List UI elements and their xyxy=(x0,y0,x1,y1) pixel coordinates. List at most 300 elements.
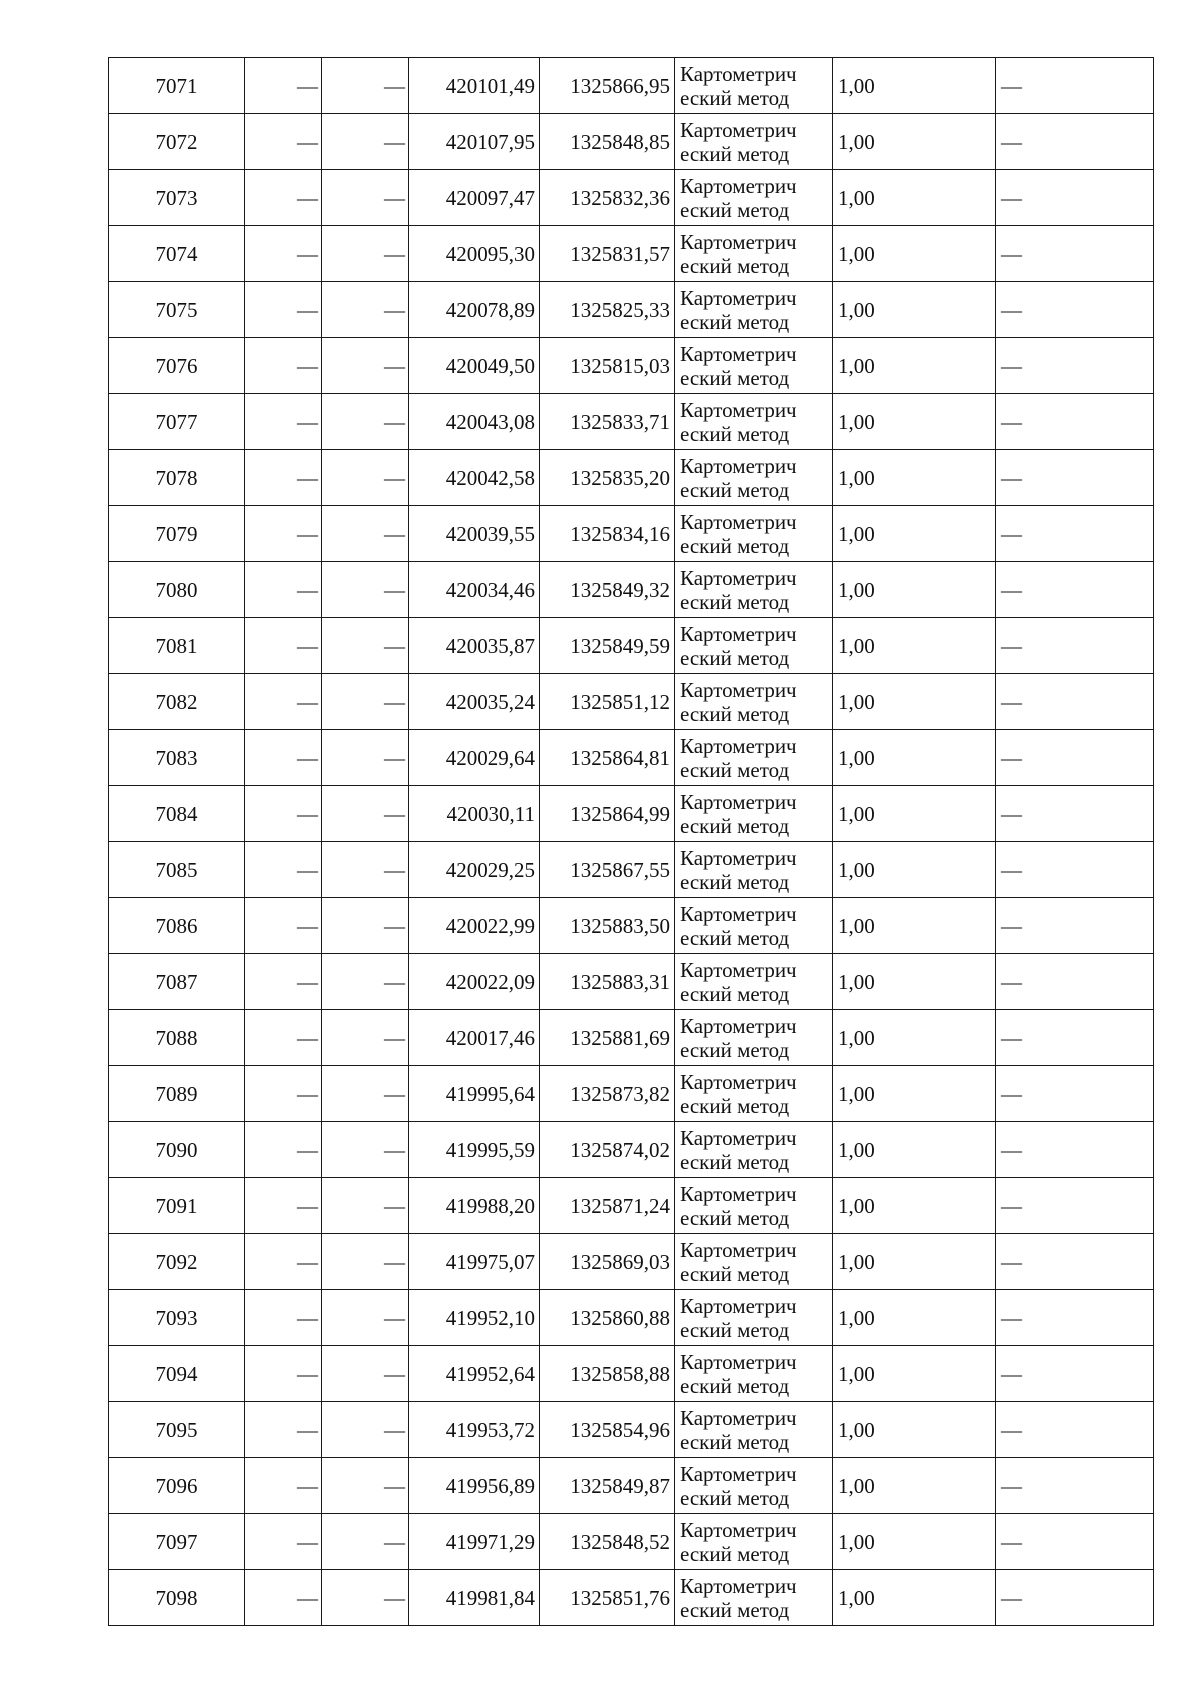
column-2-cell: — xyxy=(245,618,322,674)
accuracy-cell: 1,00 xyxy=(833,58,996,114)
column-3-cell: — xyxy=(322,1178,409,1234)
y-coordinate-cell: 1325867,55 xyxy=(540,842,675,898)
y-coordinate-cell: 1325874,02 xyxy=(540,1122,675,1178)
x-coordinate-cell: 420095,30 xyxy=(409,226,540,282)
y-coordinate-cell: 1325848,52 xyxy=(540,1514,675,1570)
table-row xyxy=(109,1290,1154,1346)
column-9-cell: — xyxy=(996,506,1154,562)
y-coordinate-cell: 1325873,82 xyxy=(540,1066,675,1122)
accuracy-cell: 1,00 xyxy=(833,506,996,562)
column-2-cell: — xyxy=(245,226,322,282)
column-2-cell: — xyxy=(245,58,322,114)
accuracy-cell: 1,00 xyxy=(833,898,996,954)
column-3-cell: — xyxy=(322,898,409,954)
point-number-cell: 7093 xyxy=(109,1290,245,1346)
y-coordinate-cell: 1325834,16 xyxy=(540,506,675,562)
method-line-1: Картометрич xyxy=(680,397,797,422)
method-line-1: Картометрич xyxy=(680,1069,797,1094)
method-cell xyxy=(675,562,833,618)
column-2-cell: — xyxy=(245,562,322,618)
x-coordinate-cell: 419971,29 xyxy=(409,1514,540,1570)
column-9-cell: — xyxy=(996,618,1154,674)
method-line-1: Картометрич xyxy=(680,901,797,926)
column-9-cell: — xyxy=(996,1458,1154,1514)
column-3-cell: — xyxy=(322,842,409,898)
method-line-1: Картометрич xyxy=(680,1013,797,1038)
method-cell xyxy=(675,1122,833,1178)
method-line-1: Картометрич xyxy=(680,509,797,534)
method-cell xyxy=(675,674,833,730)
method-cell xyxy=(675,1234,833,1290)
table-row xyxy=(109,786,1154,842)
coordinates-table xyxy=(108,57,1154,1626)
point-number-cell: 7079 xyxy=(109,506,245,562)
method-line-2: еский метод xyxy=(680,477,790,502)
x-coordinate-cell: 419953,72 xyxy=(409,1402,540,1458)
column-2-cell: — xyxy=(245,394,322,450)
table-row xyxy=(109,282,1154,338)
point-number-cell: 7072 xyxy=(109,114,245,170)
column-9-cell: — xyxy=(996,394,1154,450)
method-line-1: Картометрич xyxy=(680,845,797,870)
method-line-2: еский метод xyxy=(680,1261,790,1286)
column-3-cell: — xyxy=(322,338,409,394)
table-row xyxy=(109,730,1154,786)
y-coordinate-cell: 1325835,20 xyxy=(540,450,675,506)
column-3-cell: — xyxy=(322,730,409,786)
method-cell xyxy=(675,1458,833,1514)
y-coordinate-cell: 1325849,32 xyxy=(540,562,675,618)
x-coordinate-cell: 420022,09 xyxy=(409,954,540,1010)
point-number-cell: 7082 xyxy=(109,674,245,730)
x-coordinate-cell: 420029,25 xyxy=(409,842,540,898)
accuracy-cell: 1,00 xyxy=(833,1458,996,1514)
point-number-cell: 7095 xyxy=(109,1402,245,1458)
x-coordinate-cell: 420034,46 xyxy=(409,562,540,618)
column-3-cell: — xyxy=(322,1570,409,1626)
y-coordinate-cell: 1325833,71 xyxy=(540,394,675,450)
y-coordinate-cell: 1325849,87 xyxy=(540,1458,675,1514)
accuracy-cell: 1,00 xyxy=(833,842,996,898)
column-2-cell: — xyxy=(245,450,322,506)
method-line-1: Картометрич xyxy=(680,1349,797,1374)
accuracy-cell: 1,00 xyxy=(833,954,996,1010)
method-line-2: еский метод xyxy=(680,645,790,670)
method-line-1: Картометрич xyxy=(680,341,797,366)
method-cell xyxy=(675,786,833,842)
accuracy-cell: 1,00 xyxy=(833,394,996,450)
y-coordinate-cell: 1325825,33 xyxy=(540,282,675,338)
table-row xyxy=(109,954,1154,1010)
accuracy-cell: 1,00 xyxy=(833,618,996,674)
column-2-cell: — xyxy=(245,674,322,730)
column-3-cell: — xyxy=(322,954,409,1010)
method-line-1: Картометрич xyxy=(680,1573,797,1598)
column-2-cell: — xyxy=(245,1290,322,1346)
column-9-cell: — xyxy=(996,1514,1154,1570)
column-3-cell: — xyxy=(322,226,409,282)
column-3-cell: — xyxy=(322,786,409,842)
column-3-cell: — xyxy=(322,562,409,618)
x-coordinate-cell: 420097,47 xyxy=(409,170,540,226)
column-9-cell: — xyxy=(996,226,1154,282)
y-coordinate-cell: 1325851,12 xyxy=(540,674,675,730)
method-line-1: Картометрич xyxy=(680,733,797,758)
accuracy-cell: 1,00 xyxy=(833,1122,996,1178)
method-line-2: еский метод xyxy=(680,1149,790,1174)
column-2-cell: — xyxy=(245,898,322,954)
method-line-2: еский метод xyxy=(680,701,790,726)
y-coordinate-cell: 1325881,69 xyxy=(540,1010,675,1066)
method-cell xyxy=(675,842,833,898)
x-coordinate-cell: 420030,11 xyxy=(409,786,540,842)
point-number-cell: 7080 xyxy=(109,562,245,618)
point-number-cell: 7094 xyxy=(109,1346,245,1402)
accuracy-cell: 1,00 xyxy=(833,226,996,282)
column-9-cell: — xyxy=(996,1066,1154,1122)
y-coordinate-cell: 1325858,88 xyxy=(540,1346,675,1402)
column-9-cell: — xyxy=(996,1402,1154,1458)
column-2-cell: — xyxy=(245,282,322,338)
method-line-1: Картометрич xyxy=(680,789,797,814)
method-line-2: еский метод xyxy=(680,1541,790,1566)
point-number-cell: 7090 xyxy=(109,1122,245,1178)
column-2-cell: — xyxy=(245,338,322,394)
column-3-cell: — xyxy=(322,1346,409,1402)
method-line-1: Картометрич xyxy=(680,117,797,142)
table-body xyxy=(109,58,1154,1626)
column-9-cell: — xyxy=(996,842,1154,898)
method-line-1: Картометрич xyxy=(680,453,797,478)
method-line-2: еский метод xyxy=(680,981,790,1006)
y-coordinate-cell: 1325866,95 xyxy=(540,58,675,114)
accuracy-cell: 1,00 xyxy=(833,338,996,394)
x-coordinate-cell: 419995,64 xyxy=(409,1066,540,1122)
accuracy-cell: 1,00 xyxy=(833,1290,996,1346)
table-row xyxy=(109,170,1154,226)
method-line-2: еский метод xyxy=(680,1485,790,1510)
method-line-1: Картометрич xyxy=(680,565,797,590)
column-3-cell: — xyxy=(322,1514,409,1570)
method-line-2: еский метод xyxy=(680,197,790,222)
method-line-2: еский метод xyxy=(680,253,790,278)
method-line-2: еский метод xyxy=(680,589,790,614)
x-coordinate-cell: 420049,50 xyxy=(409,338,540,394)
method-line-1: Картометрич xyxy=(680,957,797,982)
x-coordinate-cell: 420078,89 xyxy=(409,282,540,338)
method-cell xyxy=(675,282,833,338)
x-coordinate-cell: 420029,64 xyxy=(409,730,540,786)
method-cell xyxy=(675,394,833,450)
point-number-cell: 7089 xyxy=(109,1066,245,1122)
method-cell xyxy=(675,170,833,226)
column-9-cell: — xyxy=(996,1570,1154,1626)
method-cell xyxy=(675,1346,833,1402)
accuracy-cell: 1,00 xyxy=(833,1402,996,1458)
column-9-cell: — xyxy=(996,1010,1154,1066)
y-coordinate-cell: 1325832,36 xyxy=(540,170,675,226)
column-9-cell: — xyxy=(996,58,1154,114)
method-cell xyxy=(675,450,833,506)
column-3-cell: — xyxy=(322,114,409,170)
method-line-2: еский метод xyxy=(680,925,790,950)
method-line-1: Картометрич xyxy=(680,1181,797,1206)
point-number-cell: 7091 xyxy=(109,1178,245,1234)
table-row xyxy=(109,226,1154,282)
method-line-2: еский метод xyxy=(680,141,790,166)
column-2-cell: — xyxy=(245,1122,322,1178)
point-number-cell: 7077 xyxy=(109,394,245,450)
accuracy-cell: 1,00 xyxy=(833,1178,996,1234)
method-line-2: еский метод xyxy=(680,813,790,838)
table-row xyxy=(109,562,1154,618)
point-number-cell: 7088 xyxy=(109,1010,245,1066)
point-number-cell: 7073 xyxy=(109,170,245,226)
column-3-cell: — xyxy=(322,58,409,114)
method-cell xyxy=(675,1066,833,1122)
x-coordinate-cell: 420035,24 xyxy=(409,674,540,730)
table-row xyxy=(109,1346,1154,1402)
method-line-2: еский метод xyxy=(680,1429,790,1454)
method-line-2: еский метод xyxy=(680,869,790,894)
y-coordinate-cell: 1325854,96 xyxy=(540,1402,675,1458)
method-line-1: Картометрич xyxy=(680,1517,797,1542)
point-number-cell: 7086 xyxy=(109,898,245,954)
method-line-1: Картометрич xyxy=(680,285,797,310)
point-number-cell: 7097 xyxy=(109,1514,245,1570)
column-3-cell: — xyxy=(322,282,409,338)
accuracy-cell: 1,00 xyxy=(833,450,996,506)
column-2-cell: — xyxy=(245,1458,322,1514)
table-row xyxy=(109,1514,1154,1570)
table-row xyxy=(109,1010,1154,1066)
x-coordinate-cell: 419981,84 xyxy=(409,1570,540,1626)
y-coordinate-cell: 1325883,50 xyxy=(540,898,675,954)
method-line-1: Картометрич xyxy=(680,1293,797,1318)
accuracy-cell: 1,00 xyxy=(833,1010,996,1066)
x-coordinate-cell: 419952,64 xyxy=(409,1346,540,1402)
table-row xyxy=(109,394,1154,450)
point-number-cell: 7076 xyxy=(109,338,245,394)
method-cell xyxy=(675,954,833,1010)
x-coordinate-cell: 420022,99 xyxy=(409,898,540,954)
method-line-1: Картометрич xyxy=(680,677,797,702)
method-line-1: Картометрич xyxy=(680,1237,797,1262)
x-coordinate-cell: 419995,59 xyxy=(409,1122,540,1178)
method-line-2: еский метод xyxy=(680,309,790,334)
point-number-cell: 7085 xyxy=(109,842,245,898)
point-number-cell: 7075 xyxy=(109,282,245,338)
column-9-cell: — xyxy=(996,338,1154,394)
column-9-cell: — xyxy=(996,1290,1154,1346)
accuracy-cell: 1,00 xyxy=(833,730,996,786)
method-line-2: еский метод xyxy=(680,1037,790,1062)
accuracy-cell: 1,00 xyxy=(833,1066,996,1122)
column-9-cell: — xyxy=(996,170,1154,226)
method-cell xyxy=(675,506,833,562)
column-9-cell: — xyxy=(996,786,1154,842)
column-9-cell: — xyxy=(996,898,1154,954)
column-3-cell: — xyxy=(322,450,409,506)
column-2-cell: — xyxy=(245,1178,322,1234)
point-number-cell: 7071 xyxy=(109,58,245,114)
column-9-cell: — xyxy=(996,954,1154,1010)
accuracy-cell: 1,00 xyxy=(833,170,996,226)
method-line-1: Картометрич xyxy=(680,1125,797,1150)
column-2-cell: — xyxy=(245,786,322,842)
column-2-cell: — xyxy=(245,1570,322,1626)
column-2-cell: — xyxy=(245,1066,322,1122)
table-row xyxy=(109,114,1154,170)
y-coordinate-cell: 1325831,57 xyxy=(540,226,675,282)
method-line-2: еский метод xyxy=(680,365,790,390)
table-row xyxy=(109,450,1154,506)
column-3-cell: — xyxy=(322,674,409,730)
method-cell xyxy=(675,898,833,954)
method-line-2: еский метод xyxy=(680,85,790,110)
y-coordinate-cell: 1325871,24 xyxy=(540,1178,675,1234)
x-coordinate-cell: 419956,89 xyxy=(409,1458,540,1514)
method-line-1: Картометрич xyxy=(680,61,797,86)
method-cell xyxy=(675,1010,833,1066)
x-coordinate-cell: 420039,55 xyxy=(409,506,540,562)
point-number-cell: 7078 xyxy=(109,450,245,506)
column-9-cell: — xyxy=(996,674,1154,730)
column-2-cell: — xyxy=(245,506,322,562)
column-3-cell: — xyxy=(322,1458,409,1514)
column-3-cell: — xyxy=(322,1234,409,1290)
accuracy-cell: 1,00 xyxy=(833,1514,996,1570)
y-coordinate-cell: 1325864,99 xyxy=(540,786,675,842)
table-row xyxy=(109,506,1154,562)
x-coordinate-cell: 420107,95 xyxy=(409,114,540,170)
method-line-2: еский метод xyxy=(680,533,790,558)
table-row xyxy=(109,674,1154,730)
column-9-cell: — xyxy=(996,1178,1154,1234)
point-number-cell: 7074 xyxy=(109,226,245,282)
column-9-cell: — xyxy=(996,282,1154,338)
column-2-cell: — xyxy=(245,1234,322,1290)
method-cell xyxy=(675,618,833,674)
table-row xyxy=(109,1178,1154,1234)
y-coordinate-cell: 1325864,81 xyxy=(540,730,675,786)
point-number-cell: 7087 xyxy=(109,954,245,1010)
y-coordinate-cell: 1325883,31 xyxy=(540,954,675,1010)
column-9-cell: — xyxy=(996,1346,1154,1402)
x-coordinate-cell: 420042,58 xyxy=(409,450,540,506)
column-3-cell: — xyxy=(322,1290,409,1346)
table-row xyxy=(109,618,1154,674)
x-coordinate-cell: 420035,87 xyxy=(409,618,540,674)
x-coordinate-cell: 420101,49 xyxy=(409,58,540,114)
point-number-cell: 7098 xyxy=(109,1570,245,1626)
column-9-cell: — xyxy=(996,114,1154,170)
accuracy-cell: 1,00 xyxy=(833,786,996,842)
method-cell xyxy=(675,338,833,394)
method-cell xyxy=(675,1570,833,1626)
table-row xyxy=(109,58,1154,114)
method-cell xyxy=(675,226,833,282)
accuracy-cell: 1,00 xyxy=(833,562,996,618)
column-9-cell: — xyxy=(996,1234,1154,1290)
x-coordinate-cell: 419988,20 xyxy=(409,1178,540,1234)
accuracy-cell: 1,00 xyxy=(833,674,996,730)
column-2-cell: — xyxy=(245,1402,322,1458)
y-coordinate-cell: 1325860,88 xyxy=(540,1290,675,1346)
column-9-cell: — xyxy=(996,562,1154,618)
method-cell xyxy=(675,1290,833,1346)
x-coordinate-cell: 419952,10 xyxy=(409,1290,540,1346)
column-3-cell: — xyxy=(322,618,409,674)
column-2-cell: — xyxy=(245,114,322,170)
table-row xyxy=(109,1066,1154,1122)
accuracy-cell: 1,00 xyxy=(833,1570,996,1626)
method-line-1: Картометрич xyxy=(680,1461,797,1486)
column-3-cell: — xyxy=(322,1066,409,1122)
column-2-cell: — xyxy=(245,954,322,1010)
method-cell xyxy=(675,1514,833,1570)
x-coordinate-cell: 419975,07 xyxy=(409,1234,540,1290)
method-line-1: Картометрич xyxy=(680,229,797,254)
y-coordinate-cell: 1325848,85 xyxy=(540,114,675,170)
column-3-cell: — xyxy=(322,1402,409,1458)
column-2-cell: — xyxy=(245,1010,322,1066)
method-cell xyxy=(675,58,833,114)
table-row xyxy=(109,1570,1154,1626)
table-row xyxy=(109,1458,1154,1514)
method-cell xyxy=(675,1178,833,1234)
x-coordinate-cell: 420017,46 xyxy=(409,1010,540,1066)
accuracy-cell: 1,00 xyxy=(833,114,996,170)
method-line-2: еский метод xyxy=(680,421,790,446)
method-line-1: Картометрич xyxy=(680,621,797,646)
point-number-cell: 7081 xyxy=(109,618,245,674)
column-9-cell: — xyxy=(996,450,1154,506)
column-3-cell: — xyxy=(322,170,409,226)
point-number-cell: 7084 xyxy=(109,786,245,842)
point-number-cell: 7092 xyxy=(109,1234,245,1290)
y-coordinate-cell: 1325849,59 xyxy=(540,618,675,674)
accuracy-cell: 1,00 xyxy=(833,282,996,338)
accuracy-cell: 1,00 xyxy=(833,1234,996,1290)
table-row xyxy=(109,898,1154,954)
table-row xyxy=(109,1402,1154,1458)
point-number-cell: 7096 xyxy=(109,1458,245,1514)
column-2-cell: — xyxy=(245,1346,322,1402)
column-9-cell: — xyxy=(996,1122,1154,1178)
column-2-cell: — xyxy=(245,1514,322,1570)
method-line-2: еский метод xyxy=(680,1317,790,1342)
method-cell xyxy=(675,730,833,786)
column-3-cell: — xyxy=(322,1122,409,1178)
method-cell xyxy=(675,1402,833,1458)
column-2-cell: — xyxy=(245,842,322,898)
x-coordinate-cell: 420043,08 xyxy=(409,394,540,450)
column-9-cell: — xyxy=(996,730,1154,786)
y-coordinate-cell: 1325851,76 xyxy=(540,1570,675,1626)
y-coordinate-cell: 1325815,03 xyxy=(540,338,675,394)
method-line-2: еский метод xyxy=(680,1597,790,1622)
table-row xyxy=(109,1122,1154,1178)
column-3-cell: — xyxy=(322,394,409,450)
table-row xyxy=(109,1234,1154,1290)
method-cell xyxy=(675,114,833,170)
column-2-cell: — xyxy=(245,170,322,226)
table-row xyxy=(109,338,1154,394)
point-number-cell: 7083 xyxy=(109,730,245,786)
y-coordinate-cell: 1325869,03 xyxy=(540,1234,675,1290)
method-line-2: еский метод xyxy=(680,757,790,782)
